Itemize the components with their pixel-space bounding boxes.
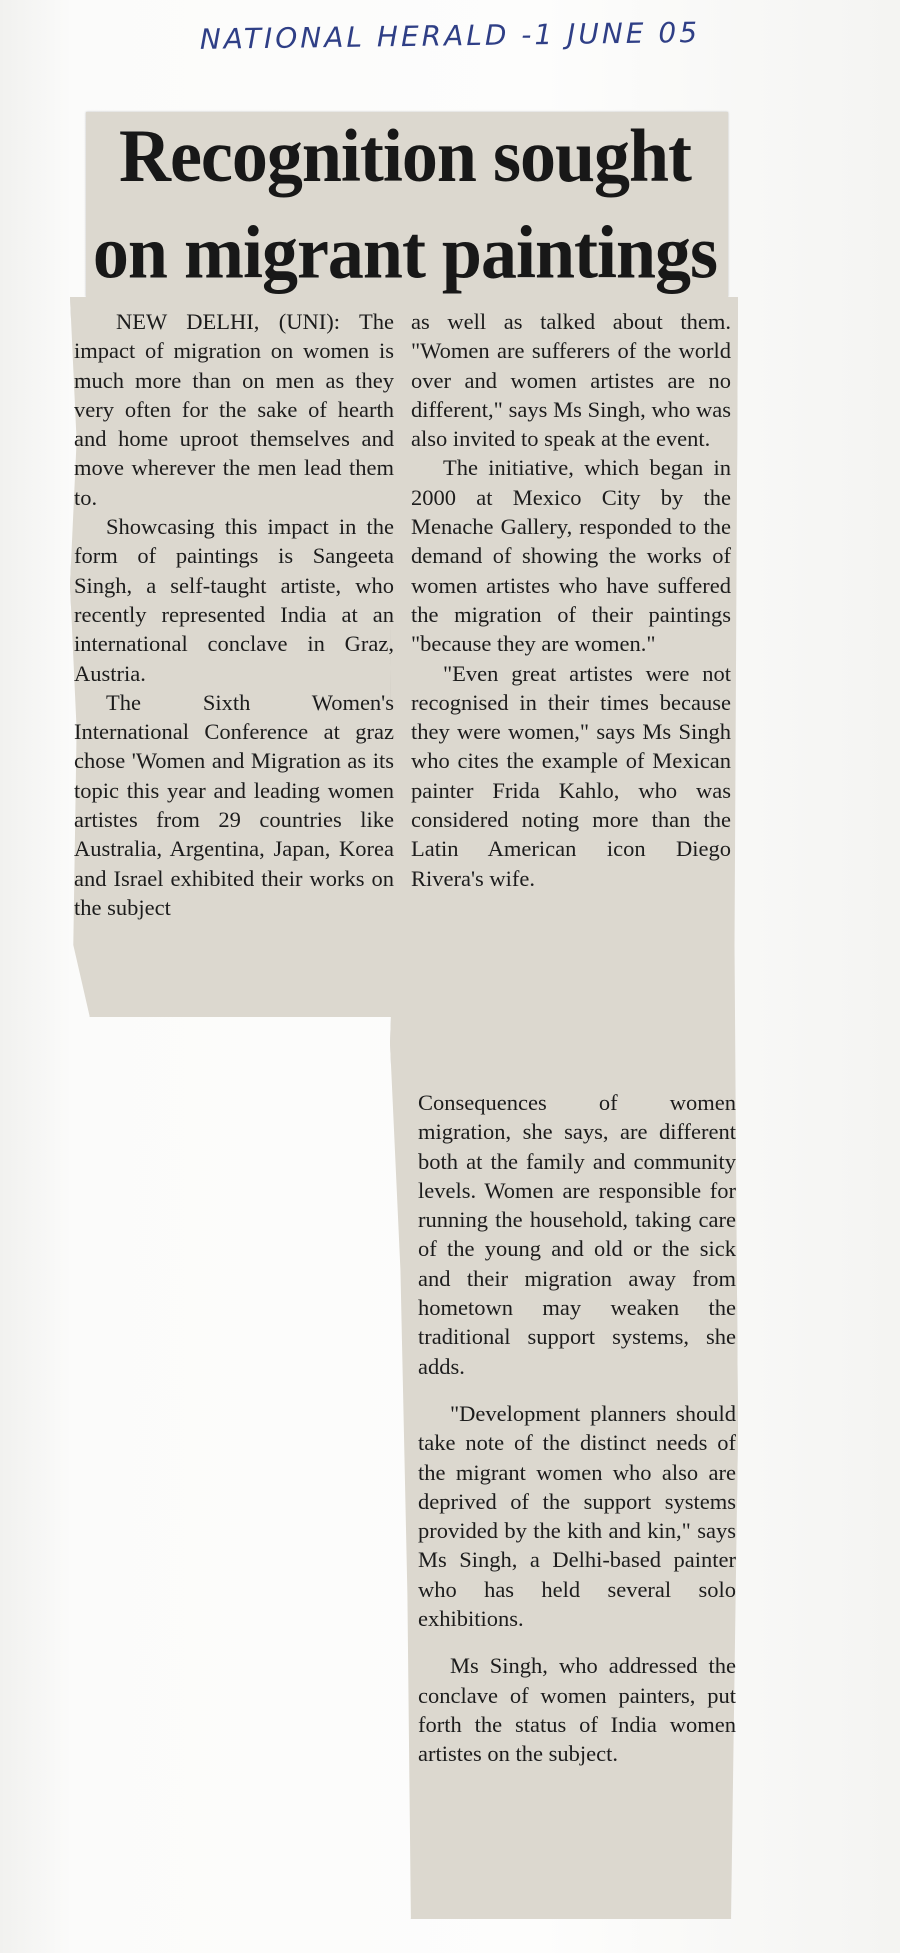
article-column-1 <box>74 307 394 922</box>
paragraph: NEW DELHI, (UNI): The impact of migration on women is much more than on men as they very often for the sake of hearth and home uproot themselves and move wherever the men lead them to. <box>74 309 394 510</box>
headline-line-1: Recognition sought <box>118 113 692 198</box>
article-column-2 <box>411 307 731 893</box>
paragraph: "Development planners should take note of the distinct needs of the migrant women who also are deprived of the support systems provided by the kith and kin," says Ms Singh, a Delhi-based painter who has held several solo exhibitions. <box>418 1400 736 1632</box>
paragraph: as well as talked about them. "Women are sufferers of the world over and women artistes are no different," says Ms Singh, who was also invited to speak at the event. <box>411 309 731 452</box>
paragraph: Showcasing this impact in the form of paintings is Sangeeta Singh, a self-taught artiste, who recently represented India at an international conclave in Graz, Austria. <box>74 514 394 686</box>
article-headline <box>80 107 730 300</box>
paragraph: The Sixth Women's International Conference at graz chose 'Women and Migration as its topic this year and leading women artistes from 29 countries like Australia, Argentina, Japan, Korea and Israel exhibited their works on the subject <box>74 689 394 920</box>
paragraph: Consequences of women migration, she says, are different both at the family and community levels. Women are responsible for running the household, taking care of the young and old or the sick and their migration away from hometown may weaken the traditional support systems, she adds. <box>418 1090 736 1379</box>
handwritten-source-note: NATIONAL HERALD -1 JUNE 05 <box>199 15 701 56</box>
paragraph: "Even great artistes were not recognised in their times because they were women," says Ms Singh who cites the example of Mexican painter Frida Kahlo, who was considered noting more than the Latin American icon Diego Rivera's wife. <box>411 660 731 891</box>
paragraph: Ms Singh, who addressed the conclave of women painters, put forth the status of India women artistes on the subject. <box>418 1653 736 1767</box>
article-column-3 <box>418 1088 736 1787</box>
headline-line-2: on migrant paintings <box>92 210 718 295</box>
paragraph: The initiative, which began in 2000 at Mexico City by the Menache Gallery, responded to the demand of showing the works of women artistes who have suffered the migration of their paintings "because they are women." <box>411 455 731 657</box>
